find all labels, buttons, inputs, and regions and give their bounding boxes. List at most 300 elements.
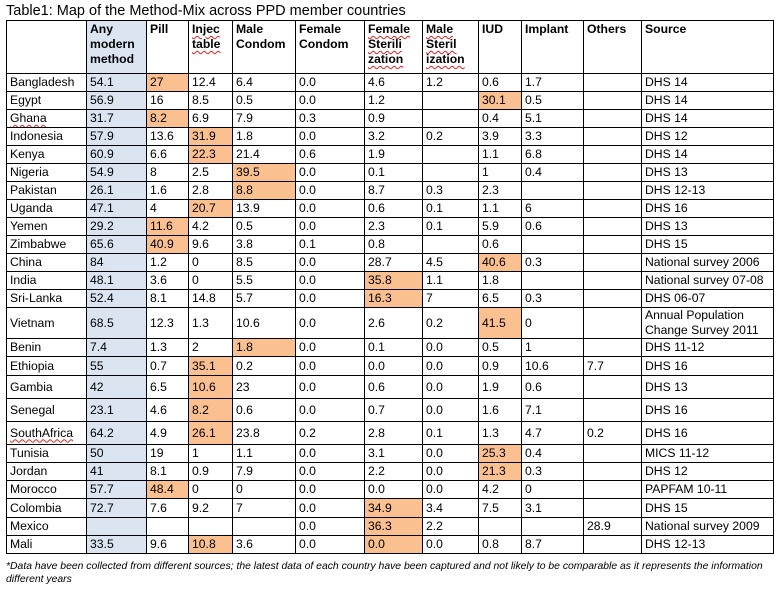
injectable-cell: 6.9: [189, 110, 233, 128]
female-sterilization-cell: 36.3: [365, 518, 423, 536]
country-name: Pakistan: [10, 183, 57, 197]
pill-cell: 0.7: [147, 357, 189, 376]
female-condom-cell: 0.0: [296, 254, 365, 272]
injectable-cell: 8.5: [189, 92, 233, 110]
header-male-condom: Male Condom: [233, 21, 296, 74]
source-cell: DHS 12: [642, 128, 774, 146]
female-sterilization-cell: 0.0: [365, 357, 423, 376]
source-cell: National survey 07-08: [642, 272, 774, 290]
table-row: [7, 290, 774, 308]
male-condom-cell: 7: [233, 499, 296, 518]
female-condom-cell: 0.0: [296, 399, 365, 422]
country-name: Tunisia: [10, 446, 49, 460]
male-condom-cell: 7.9: [233, 463, 296, 481]
others-cell: [584, 110, 642, 128]
female-condom-cell: 0.0: [296, 518, 365, 536]
source-cell: National survey 2009: [642, 518, 774, 536]
country-name: Vietnam: [10, 315, 55, 330]
header-male-sterilization-label: Male Steril ization: [426, 22, 465, 66]
table-caption: Table1: Map of the Method-Mix across PPD member countries: [6, 3, 406, 19]
implant-cell: 0.4: [522, 445, 584, 463]
injectable-cell: 35.1: [189, 357, 233, 376]
country-cell: [7, 146, 87, 164]
source-cell: National survey 2006: [642, 254, 774, 272]
iud-cell: 1.8: [479, 272, 522, 290]
any-modern-method-cell: 57.9: [87, 128, 147, 146]
female-sterilization-cell: 3.2: [365, 128, 423, 146]
male-condom-cell: 10.6: [233, 308, 296, 339]
male-sterilization-cell: [423, 110, 479, 128]
others-cell: [584, 339, 642, 357]
others-cell: [584, 445, 642, 463]
male-condom-cell: 1.1: [233, 445, 296, 463]
male-condom-cell: 1.8: [233, 339, 296, 357]
male-condom-cell: 6.4: [233, 74, 296, 92]
table-row: [7, 110, 774, 128]
others-cell: 0.2: [584, 422, 642, 445]
implant-cell: 0.5: [522, 92, 584, 110]
country-cell: [7, 357, 87, 376]
source-cell: DHS 13: [642, 164, 774, 182]
male-sterilization-cell: [423, 164, 479, 182]
header-male-sterilization: [423, 21, 479, 74]
male-sterilization-cell: 0.0: [423, 463, 479, 481]
implant-cell: 0: [522, 481, 584, 499]
table-row: [7, 254, 774, 272]
country-name: Sri-Lanka: [10, 291, 63, 305]
others-cell: [584, 308, 642, 339]
male-condom-cell: 8.5: [233, 254, 296, 272]
pill-cell: 8.2: [147, 110, 189, 128]
iud-cell: 41.5: [479, 308, 522, 339]
table-body: [7, 74, 774, 554]
male-sterilization-cell: 0.0: [423, 376, 479, 399]
implant-cell: 8.7: [522, 536, 584, 554]
injectable-cell: 1: [189, 445, 233, 463]
method-mix-table: [6, 20, 774, 554]
pill-cell: 16: [147, 92, 189, 110]
country-cell: [7, 290, 87, 308]
iud-cell: 21.3: [479, 463, 522, 481]
table-row: [7, 339, 774, 357]
female-sterilization-cell: 0.0: [365, 481, 423, 499]
female-condom-cell: 0.0: [296, 499, 365, 518]
male-condom-cell: 23: [233, 376, 296, 399]
male-sterilization-cell: 0.1: [423, 218, 479, 236]
implant-cell: 0: [522, 308, 584, 339]
male-condom-cell: 1.8: [233, 128, 296, 146]
iud-cell: 2.3: [479, 182, 522, 200]
male-condom-cell: [233, 518, 296, 536]
country-name: Gambia: [10, 379, 53, 394]
source-cell: DHS 06-07: [642, 290, 774, 308]
implant-cell: 1.7: [522, 74, 584, 92]
male-sterilization-cell: 0.1: [423, 422, 479, 445]
country-cell: [7, 445, 87, 463]
female-condom-cell: 0.2: [296, 422, 365, 445]
source-cell: DHS 14: [642, 146, 774, 164]
female-sterilization-cell: 35.8: [365, 272, 423, 290]
any-modern-method-cell: 42: [87, 376, 147, 399]
country-name: Yemen: [10, 219, 48, 233]
header-female-sterilization-label: Female Sterili zation: [368, 22, 411, 66]
table-row: [7, 536, 774, 554]
iud-cell: [479, 518, 522, 536]
source-cell: DHS 11-12: [642, 339, 774, 357]
table-row: [7, 146, 774, 164]
header-country: [7, 21, 87, 74]
source-cell: DHS 12-13: [642, 182, 774, 200]
iud-cell: 1.6: [479, 399, 522, 422]
country-cell: [7, 272, 87, 290]
pill-cell: 4.6: [147, 399, 189, 422]
male-sterilization-cell: 0.0: [423, 536, 479, 554]
injectable-cell: 10.6: [189, 376, 233, 399]
implant-cell: 0.3: [522, 290, 584, 308]
table-row: [7, 74, 774, 92]
male-condom-cell: 3.8: [233, 236, 296, 254]
country-name: Bangladesh: [10, 75, 75, 89]
any-modern-method-cell: 47.1: [87, 200, 147, 218]
male-sterilization-cell: 7: [423, 290, 479, 308]
female-condom-cell: 0.1: [296, 236, 365, 254]
female-condom-cell: 0.0: [296, 357, 365, 376]
female-sterilization-cell: 0.0: [365, 536, 423, 554]
female-condom-cell: 0.0: [296, 376, 365, 399]
country-name: Indonesia: [10, 129, 63, 143]
any-modern-method-cell: 7.4: [87, 339, 147, 357]
others-cell: [584, 74, 642, 92]
iud-cell: 0.5: [479, 339, 522, 357]
others-cell: [584, 146, 642, 164]
header-source: Source: [642, 21, 774, 74]
female-sterilization-cell: 0.6: [365, 200, 423, 218]
table-row: [7, 499, 774, 518]
header-implant: Implant: [522, 21, 584, 74]
male-condom-cell: 0: [233, 481, 296, 499]
others-cell: [584, 164, 642, 182]
table-row: [7, 236, 774, 254]
implant-cell: 0.3: [522, 254, 584, 272]
female-condom-cell: 0.6: [296, 146, 365, 164]
female-sterilization-cell: 0.1: [365, 339, 423, 357]
any-modern-method-cell: 65.6: [87, 236, 147, 254]
table-row: [7, 308, 774, 339]
country-name: Mali: [10, 537, 33, 551]
female-sterilization-cell: 28.7: [365, 254, 423, 272]
male-sterilization-cell: [423, 146, 479, 164]
others-cell: 7.7: [584, 357, 642, 376]
country-cell: [7, 74, 87, 92]
injectable-cell: 0: [189, 272, 233, 290]
footnote: *Data have been collected from different sources; the latest data of each country have been captured and not likely to be comparable as it represents the information different years: [6, 561, 763, 585]
male-condom-cell: 0.2: [233, 357, 296, 376]
country-name: Senegal: [10, 402, 55, 417]
female-condom-cell: 0.0: [296, 290, 365, 308]
pill-cell: 4.9: [147, 422, 189, 445]
source-cell: Annual Population Change Survey 2011: [642, 308, 774, 339]
table-row: [7, 463, 774, 481]
pill-cell: 8.1: [147, 463, 189, 481]
implant-cell: 6.8: [522, 146, 584, 164]
female-sterilization-cell: 0.7: [365, 399, 423, 422]
iud-cell: 1.9: [479, 376, 522, 399]
any-modern-method-cell: 68.5: [87, 308, 147, 339]
male-sterilization-cell: 0.1: [423, 200, 479, 218]
header-pill: Pill: [147, 21, 189, 74]
table-row: [7, 422, 774, 445]
country-name: Ghana: [10, 111, 47, 125]
any-modern-method-cell: 60.9: [87, 146, 147, 164]
source-cell: DHS 13: [642, 376, 774, 399]
pill-cell: 13.6: [147, 128, 189, 146]
country-name: Nigeria: [10, 165, 49, 179]
male-sterilization-cell: [423, 236, 479, 254]
male-condom-cell: 0.6: [233, 399, 296, 422]
source-cell: DHS 16: [642, 422, 774, 445]
others-cell: [584, 272, 642, 290]
female-condom-cell: 0.0: [296, 339, 365, 357]
female-sterilization-cell: 34.9: [365, 499, 423, 518]
header-others: Others: [584, 21, 642, 74]
country-cell: [7, 536, 87, 554]
male-sterilization-cell: 1.1: [423, 272, 479, 290]
source-cell: PAPFAM 10-11: [642, 481, 774, 499]
implant-cell: [522, 182, 584, 200]
male-sterilization-cell: 0.2: [423, 308, 479, 339]
iud-cell: 0.8: [479, 536, 522, 554]
female-sterilization-cell: 1.9: [365, 146, 423, 164]
table-row: [7, 218, 774, 236]
pill-cell: 19: [147, 445, 189, 463]
country-cell: [7, 254, 87, 272]
others-cell: [584, 218, 642, 236]
pill-cell: [147, 518, 189, 536]
injectable-cell: 4.2: [189, 218, 233, 236]
others-cell: 28.9: [584, 518, 642, 536]
country-name: Benin: [10, 340, 42, 354]
male-sterilization-cell: 2.2: [423, 518, 479, 536]
iud-cell: 4.2: [479, 481, 522, 499]
source-cell: DHS 16: [642, 399, 774, 422]
female-condom-cell: 0.0: [296, 92, 365, 110]
implant-cell: 0.6: [522, 376, 584, 399]
country-cell: [7, 422, 87, 445]
pill-cell: 3.6: [147, 272, 189, 290]
country-name: Mexico: [10, 519, 49, 533]
female-condom-cell: 0.0: [296, 272, 365, 290]
pill-cell: 48.4: [147, 481, 189, 499]
injectable-cell: 0.9: [189, 463, 233, 481]
female-condom-cell: 0.0: [296, 536, 365, 554]
female-sterilization-cell: 2.6: [365, 308, 423, 339]
others-cell: [584, 236, 642, 254]
pill-cell: 1.2: [147, 254, 189, 272]
injectable-cell: 22.3: [189, 146, 233, 164]
header-injectable: [189, 21, 233, 74]
country-cell: [7, 518, 87, 536]
country-name: China: [10, 255, 42, 269]
female-condom-cell: 0.0: [296, 218, 365, 236]
male-condom-cell: 8.8: [233, 182, 296, 200]
country-cell: [7, 376, 87, 399]
female-sterilization-cell: 0.1: [365, 164, 423, 182]
injectable-cell: 12.4: [189, 74, 233, 92]
others-cell: [584, 254, 642, 272]
pill-cell: 12.3: [147, 308, 189, 339]
source-cell: DHS 16: [642, 357, 774, 376]
any-modern-method-cell: 56.9: [87, 92, 147, 110]
male-condom-cell: 0.5: [233, 218, 296, 236]
male-sterilization-cell: 0.3: [423, 182, 479, 200]
male-sterilization-cell: 1.2: [423, 74, 479, 92]
others-cell: [584, 290, 642, 308]
iud-cell: 6.5: [479, 290, 522, 308]
others-cell: [584, 463, 642, 481]
implant-cell: 4.7: [522, 422, 584, 445]
country-name: Colombia: [10, 500, 62, 515]
injectable-cell: 14.8: [189, 290, 233, 308]
iud-cell: 0.4: [479, 110, 522, 128]
source-cell: MICS 11-12: [642, 445, 774, 463]
country-cell: [7, 164, 87, 182]
country-name: Morocco: [10, 482, 57, 496]
source-cell: DHS 13: [642, 218, 774, 236]
others-cell: [584, 499, 642, 518]
others-cell: [584, 200, 642, 218]
female-condom-cell: 0.3: [296, 110, 365, 128]
any-modern-method-cell: 52.4: [87, 290, 147, 308]
female-condom-cell: 0.0: [296, 74, 365, 92]
pill-cell: 4: [147, 200, 189, 218]
iud-cell: 1.1: [479, 146, 522, 164]
injectable-cell: [189, 518, 233, 536]
country-cell: [7, 110, 87, 128]
any-modern-method-cell: 64.2: [87, 422, 147, 445]
iud-cell: 30.1: [479, 92, 522, 110]
female-sterilization-cell: 4.6: [365, 74, 423, 92]
iud-cell: 1.3: [479, 422, 522, 445]
any-modern-method-cell: 48.1: [87, 272, 147, 290]
implant-cell: 6: [522, 200, 584, 218]
any-modern-method-cell: [87, 518, 147, 536]
any-modern-method-cell: 31.7: [87, 110, 147, 128]
female-sterilization-cell: 3.1: [365, 445, 423, 463]
header-injectable-label: Injec table: [192, 22, 221, 51]
pill-cell: 6.5: [147, 376, 189, 399]
table-row: [7, 481, 774, 499]
male-sterilization-cell: 0.0: [423, 339, 479, 357]
female-sterilization-cell: 1.2: [365, 92, 423, 110]
header-row: [7, 21, 774, 74]
country-name: India: [10, 273, 37, 287]
others-cell: [584, 536, 642, 554]
table-row: [7, 272, 774, 290]
country-cell: [7, 200, 87, 218]
table-row: [7, 128, 774, 146]
male-sterilization-cell: 0.2: [423, 128, 479, 146]
table-row: [7, 200, 774, 218]
male-condom-cell: 13.9: [233, 200, 296, 218]
others-cell: [584, 399, 642, 422]
source-cell: DHS 12-13: [642, 536, 774, 554]
header-iud: IUD: [479, 21, 522, 74]
implant-cell: [522, 518, 584, 536]
pill-cell: 6.6: [147, 146, 189, 164]
male-sterilization-cell: 4.5: [423, 254, 479, 272]
female-condom-cell: 0.0: [296, 200, 365, 218]
source-cell: DHS 14: [642, 110, 774, 128]
table-row: [7, 376, 774, 399]
table-row: [7, 164, 774, 182]
injectable-cell: 2.8: [189, 182, 233, 200]
female-sterilization-cell: 8.7: [365, 182, 423, 200]
country-cell: [7, 128, 87, 146]
male-condom-cell: 0.5: [233, 92, 296, 110]
implant-cell: 10.6: [522, 357, 584, 376]
female-sterilization-cell: 0.6: [365, 376, 423, 399]
pill-cell: 40.9: [147, 236, 189, 254]
any-modern-method-cell: 26.1: [87, 182, 147, 200]
others-cell: [584, 182, 642, 200]
female-condom-cell: 0.0: [296, 445, 365, 463]
male-sterilization-cell: 0.0: [423, 357, 479, 376]
female-condom-cell: 0.0: [296, 128, 365, 146]
iud-cell: 0.6: [479, 236, 522, 254]
any-modern-method-cell: 23.1: [87, 399, 147, 422]
implant-cell: 0.6: [522, 218, 584, 236]
injectable-cell: 2: [189, 339, 233, 357]
injectable-cell: 9.6: [189, 236, 233, 254]
implant-cell: 0.4: [522, 164, 584, 182]
implant-cell: 3.1: [522, 499, 584, 518]
male-sterilization-cell: 0.0: [423, 481, 479, 499]
source-cell: DHS 14: [642, 74, 774, 92]
female-condom-cell: 0.0: [296, 164, 365, 182]
country-cell: [7, 182, 87, 200]
header-any-modern-method: Any modern method: [87, 21, 147, 74]
country-cell: [7, 399, 87, 422]
country-name: Ethiopia: [10, 358, 55, 373]
any-modern-method-cell: 54.1: [87, 74, 147, 92]
table-row: [7, 357, 774, 376]
implant-cell: 1: [522, 339, 584, 357]
pill-cell: 11.6: [147, 218, 189, 236]
any-modern-method-cell: 41: [87, 463, 147, 481]
female-sterilization-cell: 2.8: [365, 422, 423, 445]
country-cell: [7, 463, 87, 481]
male-sterilization-cell: [423, 92, 479, 110]
male-condom-cell: 7.9: [233, 110, 296, 128]
header-female-sterilization: [365, 21, 423, 74]
injectable-cell: 0: [189, 481, 233, 499]
header-female-condom: Female Condom: [296, 21, 365, 74]
implant-cell: 5.1: [522, 110, 584, 128]
iud-cell: 1: [479, 164, 522, 182]
table-row: [7, 445, 774, 463]
pill-cell: 8: [147, 164, 189, 182]
female-sterilization-cell: 0.8: [365, 236, 423, 254]
pill-cell: 1.6: [147, 182, 189, 200]
country-cell: [7, 92, 87, 110]
female-sterilization-cell: 0.9: [365, 110, 423, 128]
female-sterilization-cell: 16.3: [365, 290, 423, 308]
female-condom-cell: 0.0: [296, 481, 365, 499]
male-condom-cell: 39.5: [233, 164, 296, 182]
any-modern-method-cell: 84: [87, 254, 147, 272]
pill-cell: 7.6: [147, 499, 189, 518]
table-row: [7, 518, 774, 536]
